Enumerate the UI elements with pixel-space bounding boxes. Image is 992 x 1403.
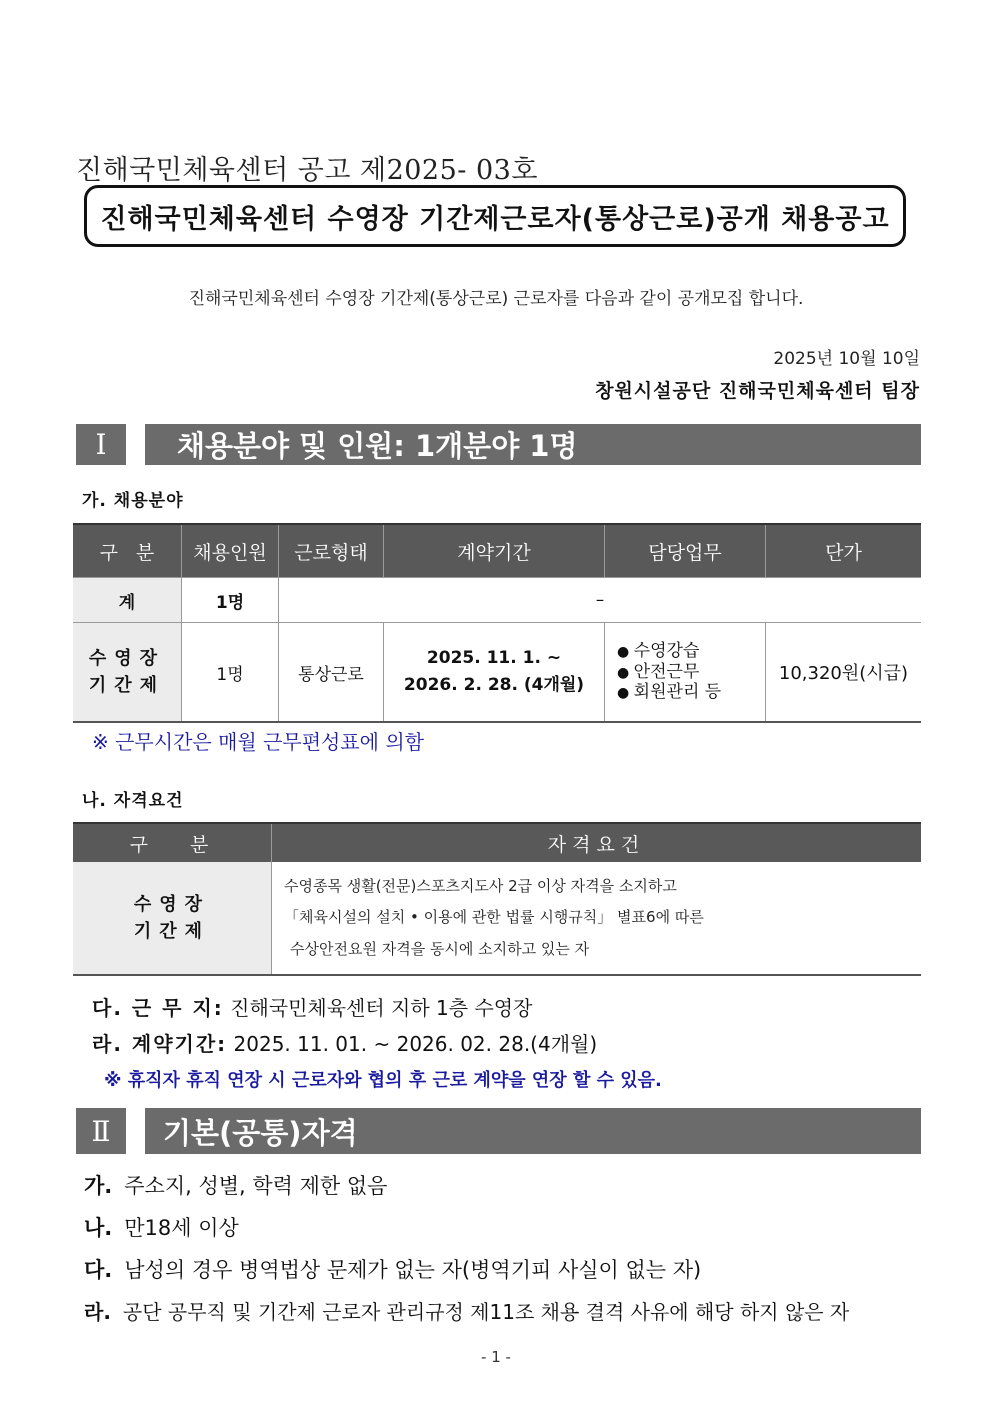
item-text: 주소지, 성별, 학력 제한 없음 <box>124 1174 388 1198</box>
total-count: 1명 <box>182 578 279 623</box>
table-header-row <box>73 823 921 862</box>
document-title-box <box>84 185 906 247</box>
total-rest: – <box>279 578 922 623</box>
contract-label: 라. 계약기간: <box>92 1032 228 1056</box>
position-kind <box>73 623 182 723</box>
list-item <box>84 1254 701 1284</box>
item-label: 가. <box>84 1174 113 1198</box>
item-text: 공단 공무직 및 기간제 근로자 관리규정 제11조 채용 결격 사유에 해당 하지 않은 자 <box>122 1300 850 1324</box>
work-place-value: 진해국민체육센터 지하 1층 수영장 <box>230 996 533 1020</box>
kind-line: 수영장 <box>88 648 166 669</box>
signer: 창원시설공단 진해국민체육센터 팀장 <box>595 380 920 402</box>
work-place-label: 다. 근 무 지: <box>92 996 224 1020</box>
work-place-row <box>92 992 532 1021</box>
item-text: 남성의 경우 병역법상 문제가 없는 자(병역기피 사실이 없는 자) <box>124 1258 702 1282</box>
notice-number: 진해국민체육센터 공고 제2025- 03호 <box>76 155 538 186</box>
table-row <box>73 623 921 723</box>
requirement-line: 「체육시설의 설치 • 이용에 관한 법률 시행규칙」 별표6에 따른 <box>284 908 704 927</box>
section-2-number: Ⅱ <box>76 1108 126 1154</box>
page-number: - 1 - <box>481 1348 511 1366</box>
list-item <box>84 1170 387 1200</box>
list-item: ● 회원관리 등 <box>617 682 764 702</box>
subsection-b-title: 나. 자격요건 <box>82 791 184 811</box>
col-header: 계약기간 <box>384 524 605 578</box>
col-header: 구 분 <box>73 823 272 862</box>
list-item <box>84 1296 849 1325</box>
unit-price: 10,320원(시급) <box>766 623 922 723</box>
total-row <box>73 578 921 623</box>
kind-line: 기간제 <box>88 675 166 696</box>
table-header-row <box>73 524 921 578</box>
work-hours-note: ※ 근무시간은 매월 근무편성표에 의함 <box>92 730 424 754</box>
duties-list <box>605 623 766 723</box>
section-2-title: 기본(공통)자격 <box>145 1108 921 1154</box>
kind-line: 수영장 <box>133 894 211 915</box>
hire-count: 1명 <box>182 623 279 723</box>
section-1-number: Ⅰ <box>76 424 126 465</box>
table-row <box>73 862 921 975</box>
col-header: 자격요건 <box>272 823 922 862</box>
contract-period <box>384 623 605 723</box>
col-header: 담당업무 <box>605 524 766 578</box>
col-header: 단가 <box>766 524 922 578</box>
item-text: 만18세 이상 <box>124 1216 239 1240</box>
document-title: 진해국민체육센터 수영장 기간제근로자(통상근로)공개 채용공고 <box>100 203 890 235</box>
item-label: 다. <box>84 1258 113 1282</box>
total-label: 계 <box>73 578 182 623</box>
position-kind <box>73 862 272 975</box>
col-header: 구 분 <box>73 524 182 578</box>
notice-date: 2025년 10월 10일 <box>773 349 920 369</box>
work-type: 통상근로 <box>279 623 384 723</box>
period-line: 2025. 11. 1. ~ <box>426 647 562 668</box>
qualification-table <box>73 822 921 976</box>
requirement-line: 수상안전요원 자격을 동시에 소지하고 있는 자 <box>290 939 590 958</box>
kind-line: 기간제 <box>133 921 211 942</box>
subsection-a-title: 가. 채용분야 <box>82 491 184 511</box>
contract-row <box>92 1028 597 1057</box>
recruitment-table <box>73 523 921 723</box>
list-item: ● 안전근무 <box>617 662 764 682</box>
extension-note: ※ 휴직자 휴직 연장 시 근로자와 협의 후 근로 계약을 연장 할 수 있음. <box>104 1070 662 1091</box>
section-1-title: 채용분야 및 인원: 1개분야 1명 <box>145 424 921 465</box>
list-item <box>84 1212 239 1242</box>
list-item: ● 수영강습 <box>617 641 764 661</box>
requirements <box>272 862 922 975</box>
contract-value: 2025. 11. 01. ~ 2026. 02. 28.(4개월) <box>233 1032 598 1056</box>
intro-text: 진해국민체육센터 수영장 기간제(통상근로) 근로자를 다음과 같이 공개모집 합니다. <box>188 289 804 309</box>
col-header: 근로형태 <box>279 524 384 578</box>
item-label: 나. <box>84 1216 113 1240</box>
col-header: 채용인원 <box>182 524 279 578</box>
requirement-line: 수영종목 생활(전문)스포츠지도사 2급 이상 자격을 소지하고 <box>284 876 677 895</box>
item-label: 라. <box>84 1300 111 1324</box>
period-line: 2026. 2. 28. (4개월) <box>403 675 585 695</box>
